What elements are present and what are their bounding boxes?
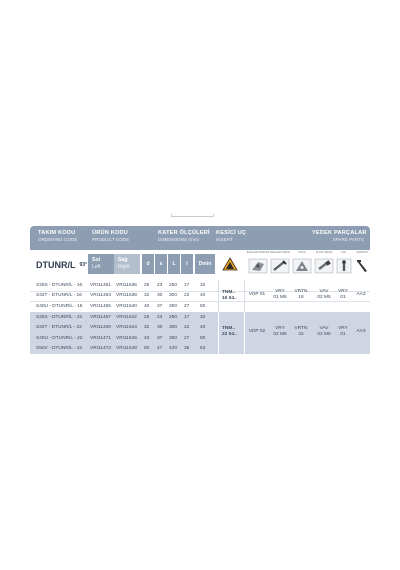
table-row: S32T - DTUNR/L - 16 VRI11463 VRI11638 32 30 300 22 40: [30, 291, 370, 303]
divider: [244, 312, 245, 354]
shim-icon: [292, 258, 312, 274]
dim-s-header: s: [155, 254, 167, 274]
lever-icon: [336, 258, 352, 274]
caption-shim: ALTLIK: [298, 251, 306, 254]
screw-code-22: VRY 02 M6: [273, 326, 287, 337]
table-row: S40U - DTUNR/L - 22 VRI11471 VRI11646 40 37 350 27 50: [36, 335, 206, 341]
group-16: [30, 280, 370, 312]
header-ordering-code: TAKIM KODU ORDERING CODE: [38, 230, 78, 242]
dim-L-header: L: [168, 254, 180, 274]
table-row: S50V - DTUNR/L - 22 VRI11473 VRI11648 50 47 420 35 63: [36, 346, 206, 351]
clamp-code-22: VDP 02: [248, 329, 266, 334]
table-row: S40U - DTUNR/L - 16 VRI11465 VRI11640 40 37 350 27 50: [36, 303, 206, 309]
key-code-16: AA3: [356, 292, 366, 297]
shim-screw-icon: [314, 258, 334, 274]
dim-l-header: l: [181, 254, 193, 274]
table-row: S32T - DTUNR/L - 22 VRI11469 VRI11644 32 30 300 22 40: [36, 325, 206, 330]
table-header: [30, 226, 370, 250]
caption-clamp: BAĞLAMA PARÇASI: [246, 251, 270, 254]
divider: [218, 312, 219, 354]
dim-dmin-header: Dmin: [195, 254, 215, 274]
shim-screw-code-16: VAV 02 M5: [317, 289, 331, 300]
header-spare-parts: YEDEK PARÇALAR SPARE PARTS: [312, 230, 367, 242]
insert-code-16: TNM.. 16 04..: [222, 290, 237, 301]
right-column-header: Sağ Right: [114, 254, 140, 274]
group-22: [30, 312, 370, 354]
header-insert: KESİCİ UÇ INSERT: [216, 230, 247, 242]
insert-code-22: TNM.. 22 04..: [222, 326, 237, 337]
caption-key: ANAHTAR: [356, 251, 368, 254]
screw-icon: [270, 258, 290, 274]
subheader-band: [30, 250, 370, 280]
screw-code-16: VRY 01 M5: [273, 289, 287, 300]
caption-clamp-screw: BAĞLAMA VİDASI: [270, 251, 290, 254]
header-product-code: ÜRÜN KODU PRODUCT CODE: [92, 230, 130, 242]
family-title: DTUNR/L $^{93^\circ}$: [36, 260, 88, 270]
top-marker: [171, 214, 214, 217]
shim-code-22: VRTN 22: [294, 326, 308, 337]
table-row: S25S - DTUNR/L - 22 VRI11467 VRI11642 25 23 250 17 32: [36, 314, 206, 320]
clamp-icon: [248, 258, 268, 274]
caption-shim-screw: ALTLIK VİDASI: [315, 251, 333, 254]
caption-lever: KOL: [341, 251, 347, 254]
table-row: S25S - DTUNR/L - 16 VRI11461 VRI11636 25 23 250 17 32: [30, 280, 370, 292]
key-code-22: AA3: [356, 329, 366, 334]
shim-screw-code-22: VAV 02 M5: [317, 326, 331, 337]
clamp-code-16: VDP 01: [248, 292, 266, 297]
lever-code-16: VRY 01: [338, 289, 348, 300]
key-icon: [354, 258, 370, 274]
dim-d-header: d: [142, 254, 154, 274]
divider: [244, 280, 245, 312]
header-dimensions: KATER ÖLÇÜLERİ DIMENSIONS (mm): [158, 230, 210, 242]
shim-code-16: VRTN 16: [294, 289, 308, 300]
left-column-header: Sol Left: [88, 254, 114, 274]
lever-code-22: VRY 01: [338, 326, 348, 337]
divider: [218, 280, 219, 312]
insert-triangle-icon: [222, 256, 238, 272]
